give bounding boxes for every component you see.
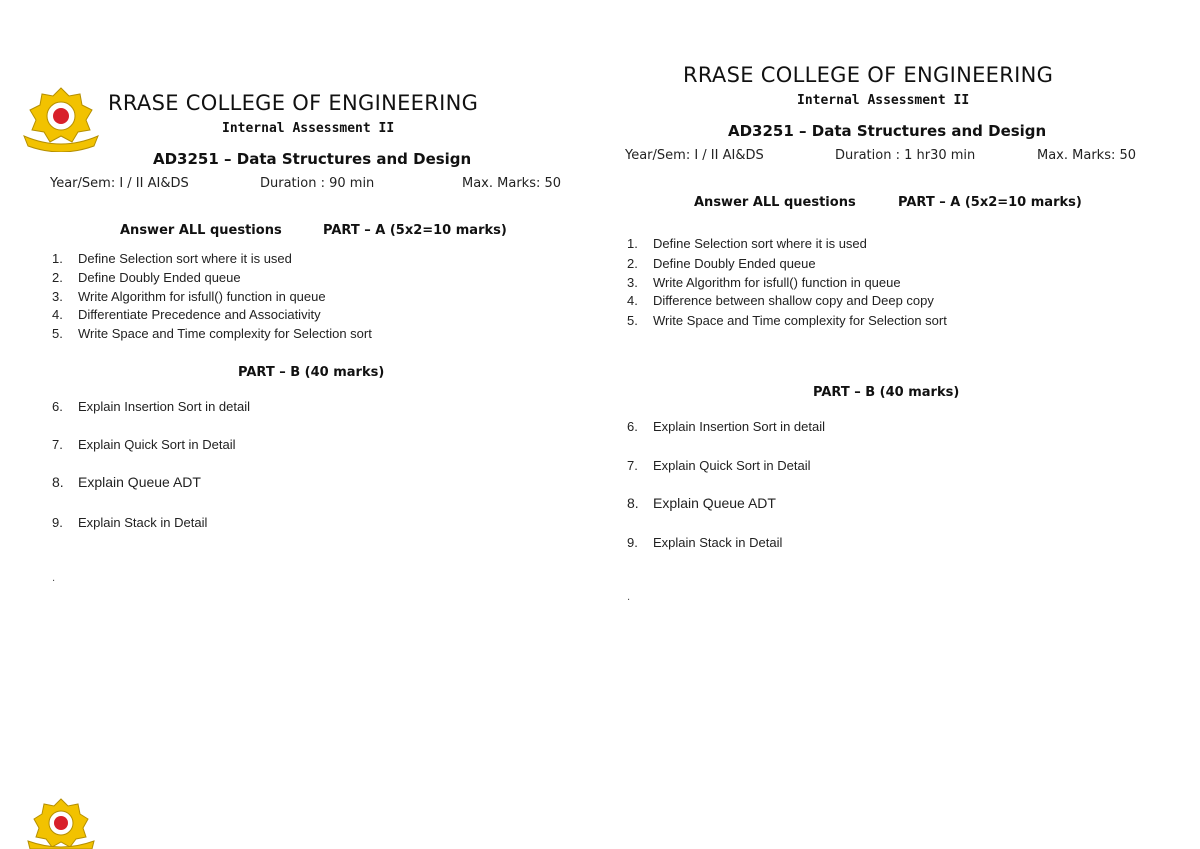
college-logo-icon [22, 86, 100, 152]
answer-all-heading: Answer ALL questions [120, 223, 282, 238]
trailing-dot: . [52, 573, 56, 584]
list-item: 5. Write Space and Time complexity for Selection sort [52, 326, 372, 341]
course-title: AD3251 – Data Structures and Design [153, 150, 472, 168]
list-item: 3. Write Algorithm for isfull() function in queue [627, 275, 901, 290]
part-a-heading: PART – A (5x2=10 marks) [323, 223, 507, 238]
part-a-heading: PART – A (5x2=10 marks) [898, 195, 1082, 210]
course-title: AD3251 – Data Structures and Design [728, 122, 1047, 140]
assessment-title: Internal Assessment II [222, 121, 395, 136]
list-item: 9. Explain Stack in Detail [627, 535, 783, 550]
list-item: 7. Explain Quick Sort in Detail [627, 458, 811, 473]
year-sem: Year/Sem: I / II AI&DS [625, 148, 764, 163]
answer-all-heading: Answer ALL questions [694, 195, 856, 210]
list-item: 9. Explain Stack in Detail [52, 515, 208, 530]
question-paper-right [600, 0, 1200, 849]
list-item: 4. Difference between shallow copy and Deep copy [627, 293, 934, 308]
college-logo-icon [26, 797, 96, 849]
list-item: 2. Define Doubly Ended queue [52, 270, 241, 285]
list-item: 7. Explain Quick Sort in Detail [52, 437, 236, 452]
assessment-title: Internal Assessment II [797, 93, 970, 108]
list-item: 1. Define Selection sort where it is used [52, 251, 292, 266]
college-name: RRASE COLLEGE OF ENGINEERING [108, 91, 479, 115]
list-item: 6. Explain Insertion Sort in detail [627, 419, 825, 434]
list-item: 8. Explain Queue ADT [627, 495, 776, 511]
trailing-dot: . [627, 592, 631, 603]
list-item: 3. Write Algorithm for isfull() function in queue [52, 289, 326, 304]
list-item: 1. Define Selection sort where it is used [627, 236, 867, 251]
college-name: RRASE COLLEGE OF ENGINEERING [683, 63, 1054, 87]
duration: Duration : 1 hr30 min [835, 148, 976, 163]
max-marks: Max. Marks: 50 [1037, 148, 1137, 163]
max-marks: Max. Marks: 50 [462, 176, 562, 191]
part-b-heading: PART – B (40 marks) [238, 365, 385, 380]
list-item: 8. Explain Queue ADT [52, 474, 201, 490]
list-item: 6. Explain Insertion Sort in detail [52, 399, 250, 414]
list-item: 2. Define Doubly Ended queue [627, 256, 816, 271]
part-b-heading: PART – B (40 marks) [813, 385, 960, 400]
list-item: 4. Differentiate Precedence and Associativity [52, 307, 321, 322]
list-item: 5. Write Space and Time complexity for Selection sort [627, 313, 947, 328]
year-sem: Year/Sem: I / II AI&DS [50, 176, 189, 191]
duration: Duration : 90 min [260, 176, 375, 191]
